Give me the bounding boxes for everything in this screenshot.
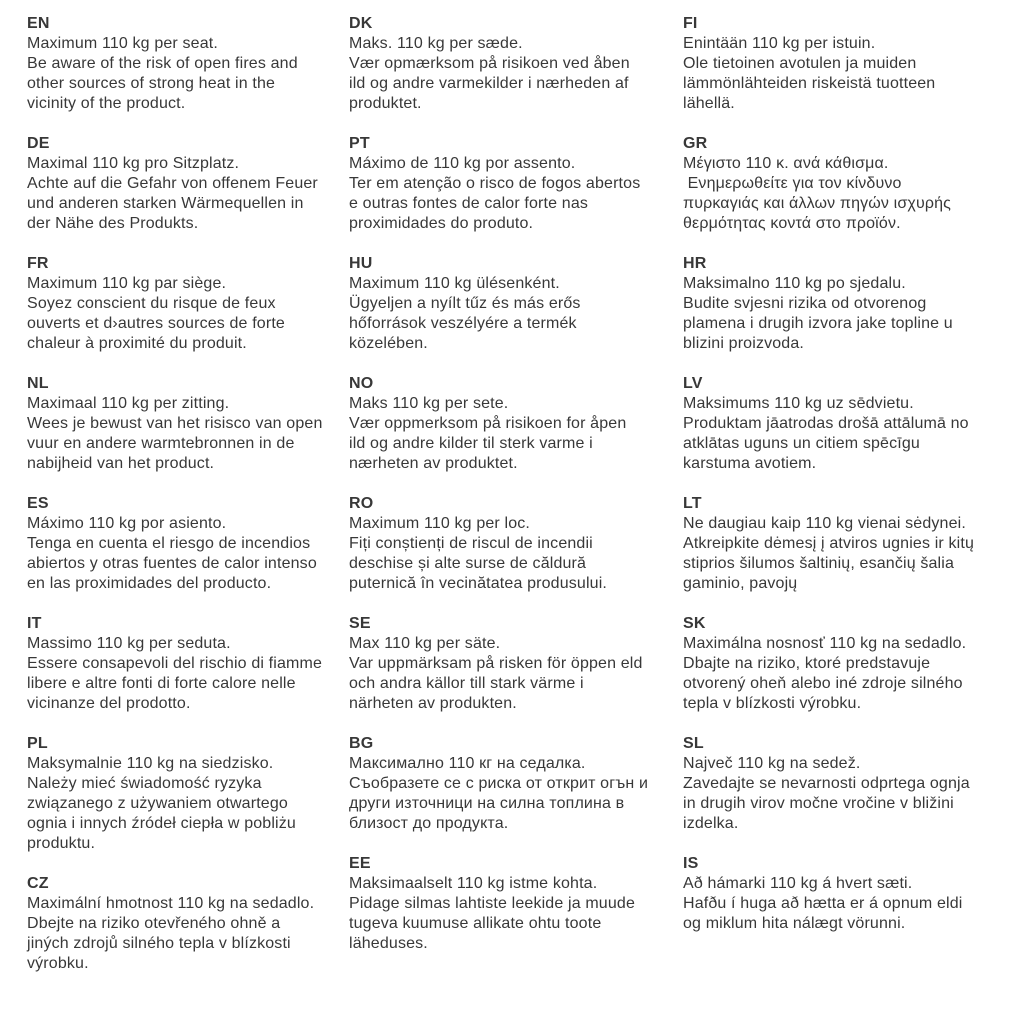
language-code-label: NO <box>349 375 374 392</box>
language-block-is <box>683 854 1024 934</box>
language-code-label: ES <box>27 495 49 512</box>
instruction-line: Maximum 110 kg ülésenként. <box>349 275 560 292</box>
instruction-line: Ne daugiau kaip 110 kg vienai sėdynei. <box>683 515 966 532</box>
language-block-pt <box>349 134 683 234</box>
instruction-line: nabijheid van het product. <box>27 455 215 472</box>
language-block-fr <box>27 254 349 354</box>
multilingual-instruction-sheet <box>27 14 1024 994</box>
instruction-line: Tenga en cuenta el riesgo de incendios <box>27 535 311 552</box>
instruction-line: Hafðu í huga að hætta er á opnum eldi <box>683 895 963 912</box>
instruction-line: Maximum 110 kg per seat. <box>27 35 218 52</box>
instruction-line: Vær opmærksom på risikoen ved åben <box>349 55 630 72</box>
language-code-label: RO <box>349 495 374 512</box>
instruction-line: Μέγιστο 110 κ. ανά κάθισμα. <box>683 155 889 172</box>
language-block-sk <box>683 614 1024 714</box>
instruction-line: other sources of strong heat in the <box>27 75 276 92</box>
instruction-line: Produktam jāatrodas drošā attālumā no <box>683 415 969 432</box>
instruction-line: abiertos y otras fuentes de calor intenso <box>27 555 317 572</box>
instruction-line: Max 110 kg per säte. <box>349 635 501 652</box>
instruction-line: związanego z używaniem otwartego <box>27 795 288 812</box>
language-code-label: CZ <box>27 875 49 892</box>
instruction-line: Að hámarki 110 kg á hvert sæti. <box>683 875 913 892</box>
instruction-line: og miklum hita nálægt vörunni. <box>683 915 906 932</box>
instruction-line: tepla v blízkosti výrobku. <box>683 695 862 712</box>
instruction-line: atklātas uguns un citiem spēcīgu <box>683 435 920 452</box>
instruction-line: otvorený oheň alebo iné zdroje silného <box>683 675 963 692</box>
instruction-line: Максимално 110 кг на седалка. <box>349 755 586 772</box>
instruction-line: Vær oppmerksom på risikoen for åpen <box>349 415 627 432</box>
instruction-line: близост до продукта. <box>349 815 509 832</box>
language-block-pl <box>27 734 349 854</box>
instruction-line: Maximal 110 kg pro Sitzplatz. <box>27 155 240 172</box>
column-right <box>683 14 1024 954</box>
instruction-line: Ter em atenção o risco de fogos abertos <box>349 175 641 192</box>
instruction-line: Enintään 110 kg per istuin. <box>683 35 876 52</box>
instruction-line: Soyez conscient du risque de feux <box>27 295 276 312</box>
language-code-label: SE <box>349 615 371 632</box>
language-code-label: FI <box>683 15 698 32</box>
instruction-line: Ügyeljen a nyílt tűz és más erős <box>349 295 581 312</box>
instruction-line: Máximo 110 kg por asiento. <box>27 515 227 532</box>
instruction-line: Essere consapevoli del rischio di fiamme <box>27 655 323 672</box>
instruction-line: Pidage silmas lahtiste leekide ja muude <box>349 895 636 912</box>
instruction-line: közelében. <box>349 335 428 352</box>
language-code-label: HU <box>349 255 373 272</box>
language-block-de <box>27 134 349 234</box>
instruction-line: vuur en andere warmtebronnen in de <box>27 435 295 452</box>
language-code-label: DK <box>349 15 373 32</box>
language-code-label: LT <box>683 495 702 512</box>
instruction-line: vicinity of the product. <box>27 95 186 112</box>
instruction-line: och andra källor till stark värme i <box>349 675 584 692</box>
language-block-gr <box>683 134 1024 234</box>
instruction-line: Maksimaalselt 110 kg istme kohta. <box>349 875 598 892</box>
instruction-line: produktet. <box>349 95 422 112</box>
language-block-hu <box>349 254 683 354</box>
instruction-line: θερμότητας κοντά στο προϊόν. <box>683 215 901 232</box>
language-code-label: PL <box>27 735 48 752</box>
language-block-ee <box>349 854 683 954</box>
instruction-line: Maximaal 110 kg per zitting. <box>27 395 230 412</box>
instruction-line: Massimo 110 kg per seduta. <box>27 635 231 652</box>
language-block-dk <box>349 14 683 114</box>
language-code-label: HR <box>683 255 707 272</box>
language-code-label: IS <box>683 855 699 872</box>
instruction-line: Съобразете се с риска от открит огън и <box>349 775 649 792</box>
language-code-label: NL <box>27 375 49 392</box>
instruction-line: vicinanze del prodotto. <box>27 695 191 712</box>
instruction-line: ild og andre kilder til sterk varme i <box>349 435 593 452</box>
instruction-line: Atkreipkite dėmesį į atviros ugnies ir kitų <box>683 535 975 552</box>
instruction-line: Budite svjesni rizika od otvorenog <box>683 295 927 312</box>
instruction-line: puternică în vecinătatea produsului. <box>349 575 608 592</box>
instruction-line: Fiți conștienți de riscul de incendii <box>349 535 593 552</box>
instruction-line: nærheten av produktet. <box>349 455 518 472</box>
language-block-it <box>27 614 349 714</box>
language-block-es <box>27 494 349 594</box>
language-block-nl <box>27 374 349 474</box>
instruction-line: Maximálna nosnosť 110 kg na sedadlo. <box>683 635 967 652</box>
instruction-line: der Nähe des Produkts. <box>27 215 199 232</box>
instruction-line: Máximo de 110 kg por assento. <box>349 155 576 172</box>
instruction-line: en las proximidades del producto. <box>27 575 272 592</box>
language-block-lt <box>683 494 1024 594</box>
instruction-line: in drugih virov močne vročine v bližini <box>683 795 954 812</box>
instruction-line: stiprios šilumos šaltinių, esančių šalia <box>683 555 954 572</box>
language-block-fi <box>683 14 1024 114</box>
language-block-bg <box>349 734 683 834</box>
language-code-label: LV <box>683 375 703 392</box>
language-block-hr <box>683 254 1024 354</box>
column-middle <box>349 14 683 974</box>
instruction-line: ognia i innych źródeł ciepła w pobliżu <box>27 815 296 832</box>
instruction-line: Achte auf die Gefahr von offenem Feuer <box>27 175 318 192</box>
language-code-label: SK <box>683 615 706 632</box>
instruction-line: läheduses. <box>349 935 428 952</box>
instruction-line: ouverts et d›autres sources de forte <box>27 315 285 332</box>
language-block-cz <box>27 874 349 974</box>
instruction-line: Maximální hmotnost 110 kg na sedadlo. <box>27 895 315 912</box>
instruction-line: izdelka. <box>683 815 739 832</box>
instruction-line: lämmönlähteiden riskeistä tuotteen <box>683 75 936 92</box>
instruction-line: blizini proizvoda. <box>683 335 804 352</box>
instruction-line: Maks. 110 kg per sæde. <box>349 35 523 52</box>
language-block-no <box>349 374 683 474</box>
instruction-line: ild og andre varmekilder i nærheden af <box>349 75 629 92</box>
instruction-line: gaminio, pavojų <box>683 575 798 592</box>
instruction-line: Dbejte na riziko otevřeného ohně a <box>27 915 281 932</box>
instruction-line: libere e altre fonti di forte calore nelle <box>27 675 296 692</box>
instruction-line: hőforrások veszélyére a termék <box>349 315 577 332</box>
instruction-line: Maximum 110 kg par siège. <box>27 275 227 292</box>
instruction-line: Maks 110 kg per sete. <box>349 395 509 412</box>
instruction-line: Należy mieć świadomość ryzyka <box>27 775 262 792</box>
instruction-line: Be aware of the risk of open fires and <box>27 55 298 72</box>
instruction-line: Var uppmärksam på risken för öppen eld <box>349 655 643 672</box>
instruction-line: Wees je bewust van het risisco van open <box>27 415 323 432</box>
column-left <box>27 14 349 994</box>
language-block-ro <box>349 494 683 594</box>
instruction-line: πυρκαγιάς και άλλων πηγών ισχυρής <box>683 195 952 212</box>
language-code-label: SL <box>683 735 704 752</box>
instruction-line: Ole tietoinen avotulen ja muiden <box>683 55 917 72</box>
instruction-line: karstuma avotiem. <box>683 455 817 472</box>
instruction-line: Maksymalnie 110 kg na siedzisko. <box>27 755 274 772</box>
instruction-line: und anderen starken Wärmequellen in <box>27 195 304 212</box>
instruction-line: e outras fontes de calor forte nas <box>349 195 589 212</box>
language-block-sl <box>683 734 1024 834</box>
instruction-line: Maksimalno 110 kg po sjedalu. <box>683 275 906 292</box>
instruction-line: Zavedajte se nevarnosti odprtega ognja <box>683 775 970 792</box>
instruction-line: chaleur à proximité du produit. <box>27 335 247 352</box>
language-code-label: PT <box>349 135 370 152</box>
instruction-line: jiných zdrojů silného tepla v blízkosti <box>27 935 291 952</box>
language-code-label: BG <box>349 735 374 752</box>
language-code-label: EE <box>349 855 371 872</box>
instruction-line: Ενημερωθείτε για τον κίνδυνο <box>683 175 902 192</box>
language-block-en <box>27 14 349 114</box>
instruction-line: výrobku. <box>27 955 89 972</box>
instruction-line: Največ 110 kg na sedež. <box>683 755 861 772</box>
language-code-label: IT <box>27 615 42 632</box>
instruction-line: Maximum 110 kg per loc. <box>349 515 530 532</box>
language-code-label: GR <box>683 135 708 152</box>
instruction-line: deschise și alte surse de căldură <box>349 555 587 572</box>
language-code-label: EN <box>27 15 50 32</box>
instruction-line: plamena i drugih izvora jake topline u <box>683 315 953 332</box>
instruction-line: produktu. <box>27 835 96 852</box>
language-block-se <box>349 614 683 714</box>
instruction-line: lähellä. <box>683 95 735 112</box>
instruction-line: други източници на силна топлина в <box>349 795 625 812</box>
instruction-line: närheten av produkten. <box>349 695 517 712</box>
instruction-line: Dbajte na riziko, ktoré predstavuje <box>683 655 931 672</box>
instruction-line: Maksimums 110 kg uz sēdvietu. <box>683 395 914 412</box>
language-block-lv <box>683 374 1024 474</box>
language-code-label: FR <box>27 255 49 272</box>
language-code-label: DE <box>27 135 50 152</box>
instruction-line: tugeva kuumuse allikate ohtu toote <box>349 915 602 932</box>
instruction-line: proximidades do produto. <box>349 215 534 232</box>
